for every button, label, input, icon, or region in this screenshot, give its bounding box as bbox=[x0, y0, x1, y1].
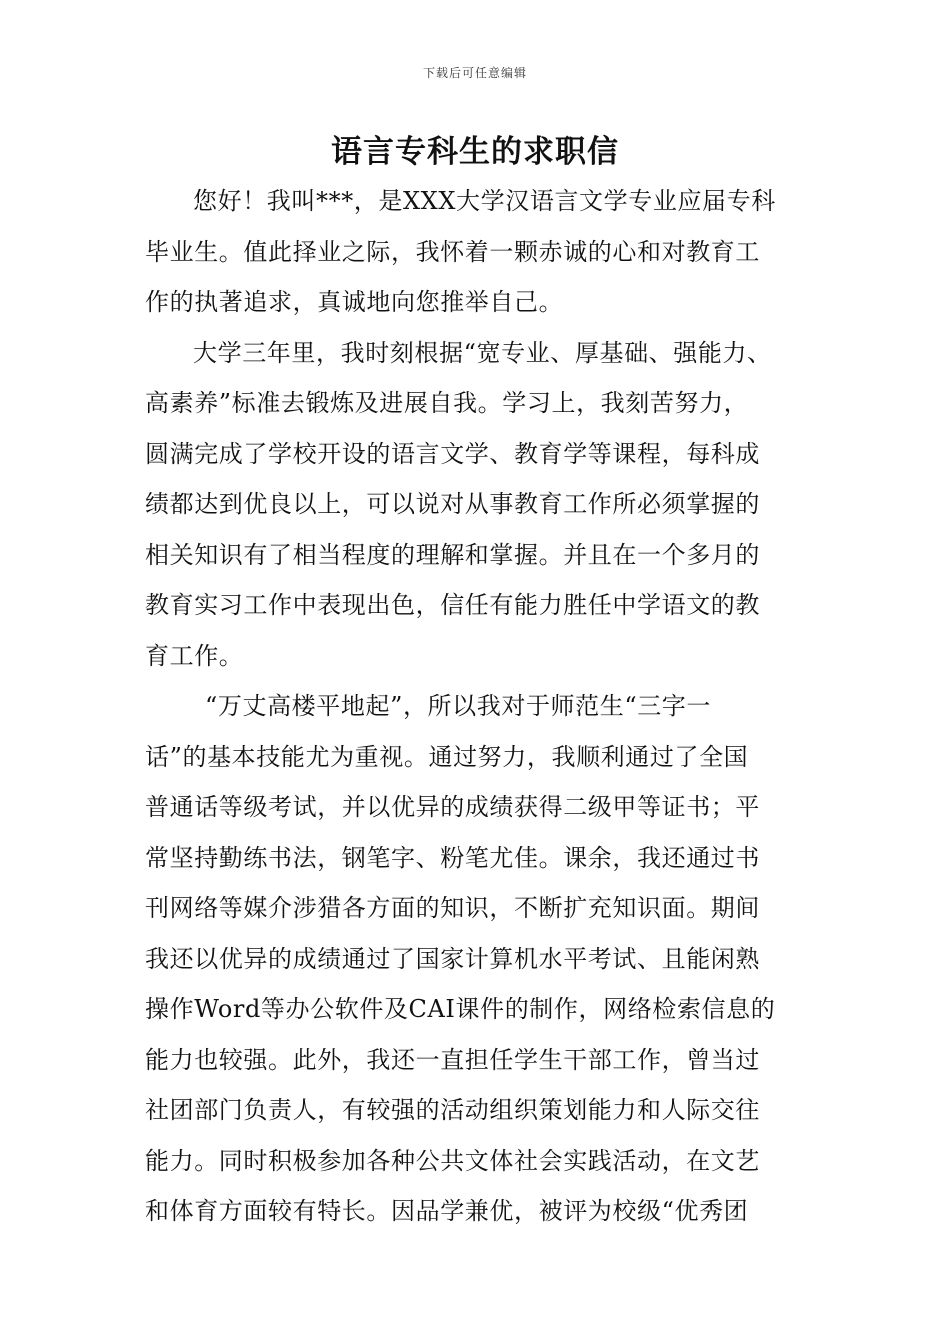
paragraph-2 bbox=[145, 328, 813, 682]
text-line: 您好！我叫***，是XXX大学汉语言文学专业应届专科 bbox=[193, 187, 776, 215]
text-line: 操作Word等办公软件及CAI课件的制作，网络检索信息的 bbox=[145, 995, 776, 1023]
paragraph-1 bbox=[145, 176, 813, 328]
text-line: 话”的基本技能尤为重视。通过努力，我顺利通过了全国 bbox=[145, 742, 749, 771]
text-line: 普通话等级考试，并以优异的成绩获得二级甲等证书；平 bbox=[145, 793, 760, 821]
text-line: 作的执著追求，真诚地向您推举自己。 bbox=[145, 288, 564, 316]
text-line: 高素养”标准去锻炼及进展自我。学习上，我刻苦努力， bbox=[145, 389, 749, 417]
text-line: 能力。同时积极参加各种公共文体社会实践活动，在文艺 bbox=[145, 1146, 760, 1175]
text-line: 育工作。 bbox=[145, 641, 244, 670]
letter-body bbox=[145, 176, 813, 1237]
text-line: 和体育方面较有特长。因品学兼优，被评为校级“优秀团 bbox=[145, 1197, 749, 1225]
text-line: 大学三年里，我时刻根据“宽专业、厚基础、强能力、 bbox=[193, 338, 772, 367]
text-line: 圆满完成了学校开设的语言文学、教育学等课程，每科成 bbox=[145, 439, 760, 468]
paragraph-3 bbox=[145, 681, 813, 1237]
text-line: 相关知识有了相当程度的理解和掌握。并且在一个多月的 bbox=[145, 540, 760, 569]
text-line: 毕业生。值此择业之际，我怀着一颗赤诚的心和对教育工 bbox=[145, 237, 760, 266]
text-line: 社团部门负责人，有较强的活动组织策划能力和人际交往 bbox=[145, 1096, 760, 1124]
text-line: “万丈高楼平地起”，所以我对于师范生“三字一 bbox=[205, 692, 712, 720]
text-line: 刊网络等媒介涉猎各方面的知识，不断扩充知识面。期间 bbox=[145, 894, 760, 922]
page-title: 语言专科生的求职信 bbox=[331, 134, 619, 170]
text-line: 常坚持勤练书法，钢笔字、粉笔尤佳。课余，我还通过书 bbox=[145, 843, 760, 872]
header-note: 下载后可任意编辑 bbox=[422, 66, 527, 80]
text-line: 我还以优异的成绩通过了国家计算机水平考试、且能闲熟 bbox=[145, 944, 760, 973]
text-line: 教育实习工作中表现出色，信任有能力胜任中学语文的教 bbox=[145, 591, 760, 619]
text-line: 能力也较强。此外，我还一直担任学生干部工作，曾当过 bbox=[145, 1045, 760, 1074]
text-line: 绩都达到优良以上，可以说对从事教育工作所必须掌握的 bbox=[145, 490, 760, 518]
